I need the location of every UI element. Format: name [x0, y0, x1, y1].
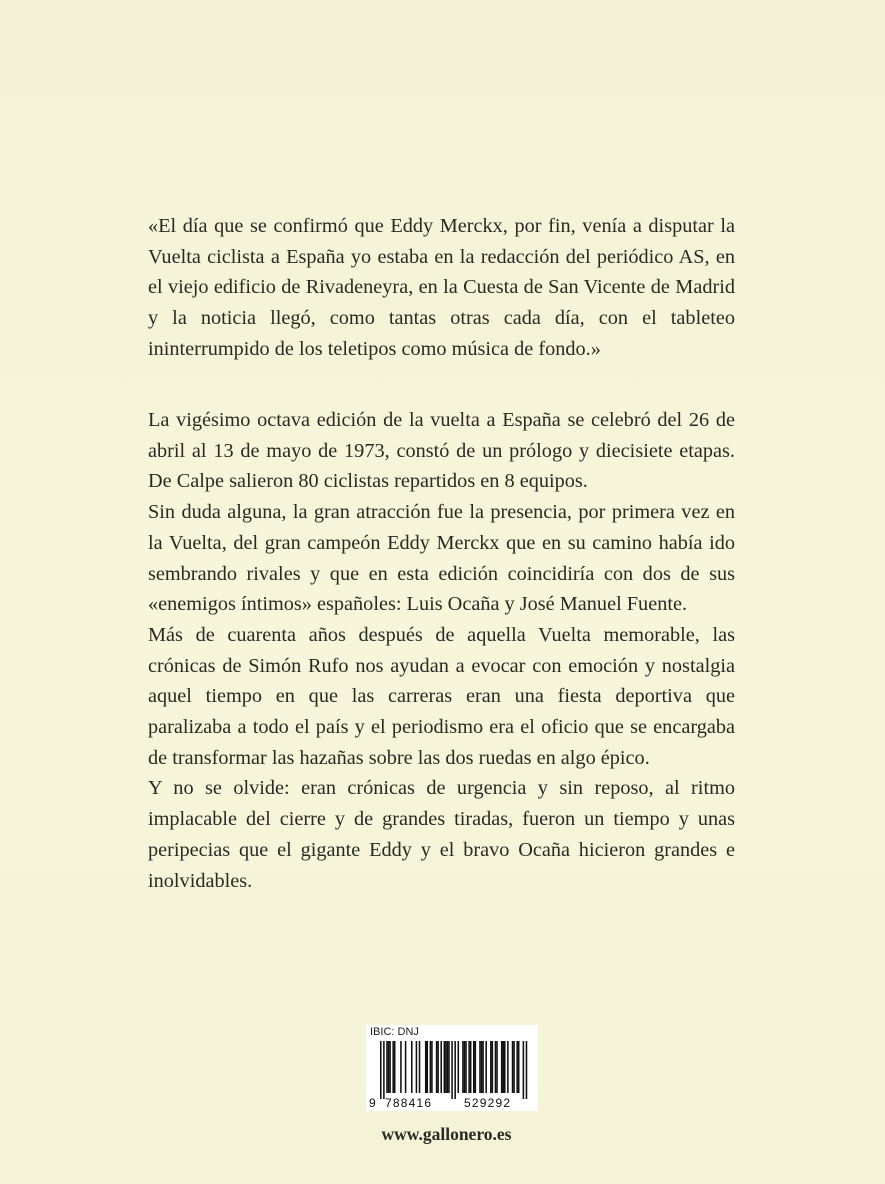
- barcode-bar: [400, 1041, 402, 1093]
- barcode-bar: [481, 1041, 483, 1093]
- barcode-bar: [405, 1041, 407, 1093]
- barcode-bar: [386, 1041, 388, 1093]
- barcode-bar: [485, 1041, 487, 1093]
- barcode-bar: [465, 1041, 467, 1093]
- barcode-bar: [436, 1041, 438, 1093]
- publisher-website: www.gallonero.es: [381, 1124, 512, 1144]
- barcode-bar: [394, 1041, 396, 1093]
- barcode-bar: [479, 1041, 481, 1093]
- barcode-bars: [380, 1041, 527, 1099]
- barcode-bar: [492, 1041, 494, 1093]
- barcode-bar: [507, 1041, 509, 1093]
- synopsis-paragraph-1: La vigésimo octava edición de la vuelta a España se celebró del 26 de abril al 13 de mayo de 1973, constó de un prólogo y diecisiete etapas. De Calpe salieron 80 ciclistas repartidos en 8 equipos.: [148, 409, 735, 493]
- barcode-bar: [454, 1041, 456, 1099]
- barcode-bar: [470, 1041, 472, 1093]
- barcode-bar: [383, 1041, 385, 1099]
- barcode-bar: [458, 1041, 460, 1093]
- barcode-bar: [447, 1041, 449, 1093]
- synopsis: [148, 405, 735, 896]
- barcode-bar: [526, 1041, 528, 1099]
- barcode-bar: [462, 1041, 464, 1093]
- barcode-bar: [445, 1041, 447, 1093]
- barcode-bar: [468, 1041, 470, 1093]
- barcode-bar: [501, 1041, 503, 1093]
- barcode-bar: [502, 1041, 504, 1093]
- barcode-bar: [425, 1041, 427, 1093]
- barcode-bar: [389, 1041, 391, 1093]
- isbn-barcode: [366, 1025, 538, 1111]
- barcode-bar: [427, 1041, 429, 1093]
- barcode-bar: [473, 1041, 475, 1093]
- barcode-bar: [464, 1041, 466, 1093]
- barcode-bar: [448, 1041, 450, 1093]
- synopsis-paragraph-3: Más de cuarenta años después de aquella Vuelta memorable, las crónicas de Simón Rufo nos ayudan a evocar con emoción y nostalgia aquel tiempo en que las carreras eran una fiesta deportiva que paralizaba a todo el país y el periodismo era el oficio que se encargaba de transformar las hazañas sobre las dos ruedas en algo épico.: [148, 623, 735, 769]
- barcode-digits-left: 788416: [385, 1096, 433, 1110]
- barcode-bar: [451, 1041, 453, 1099]
- barcode-bar: [512, 1041, 514, 1093]
- barcode-bar: [419, 1041, 421, 1093]
- barcode-bar: [444, 1041, 446, 1093]
- synopsis-paragraph-2: Sin duda alguna, la gran atracción fue la presencia, por primera vez en la Vuelta, del gran campeón Eddy Merckx que en su camino había ido sembrando rivales y que en esta edición coincidiría con dos de sus «enemigos íntimos» españoles: Luis Ocaña y José Manuel Fuente.: [148, 501, 735, 616]
- barcode-bar: [392, 1041, 394, 1093]
- barcode-graphic: [366, 1025, 538, 1111]
- barcode-bar: [523, 1041, 525, 1099]
- barcode-bar: [516, 1041, 518, 1093]
- barcode-bar: [416, 1041, 418, 1093]
- barcode-bar: [437, 1041, 439, 1093]
- barcode-bar: [490, 1041, 492, 1093]
- barcode-bar: [504, 1041, 506, 1093]
- barcode-bar: [482, 1041, 484, 1093]
- barcode-digits-right: 529292: [464, 1096, 512, 1110]
- barcode-bar: [496, 1041, 498, 1093]
- ibic-code: IBIC: DNJ: [370, 1026, 419, 1038]
- barcode-bar: [430, 1041, 432, 1093]
- barcode-bar: [388, 1041, 390, 1093]
- barcode-bar: [431, 1041, 433, 1093]
- barcode-bar: [518, 1041, 520, 1093]
- barcode-bar: [411, 1041, 413, 1093]
- synopsis-paragraph-4: Y no se olvide: eran crónicas de urgencia y sin reposo, al ritmo implacable del cierre y de grandes tiradas, fueron un tiempo y unas peripecias que el gigante Eddy y el bravo Ocaña hicieron grandes e inolvidables.: [148, 777, 735, 892]
- barcode-bar: [440, 1041, 442, 1093]
- barcode-digit-first: 9: [369, 1096, 376, 1110]
- barcode-bar: [495, 1041, 497, 1093]
- opening-quote: [148, 211, 735, 365]
- barcode-bar: [513, 1041, 515, 1093]
- barcode-bar: [475, 1041, 477, 1093]
- barcode-bar: [380, 1041, 382, 1099]
- quote-paragraph: «El día que se confirmó que Eddy Merckx, por fin, venía a disputar la Vuelta ciclista a España yo estaba en la redacción del periódico AS, en el viejo edificio de Rivadeneyra, en la Cuesta de San Vicente de Madrid y la noticia llegó, como tantas otras cada día, con el tableteo ininterrumpido de los teletipos como música de fondo.»: [148, 215, 735, 360]
